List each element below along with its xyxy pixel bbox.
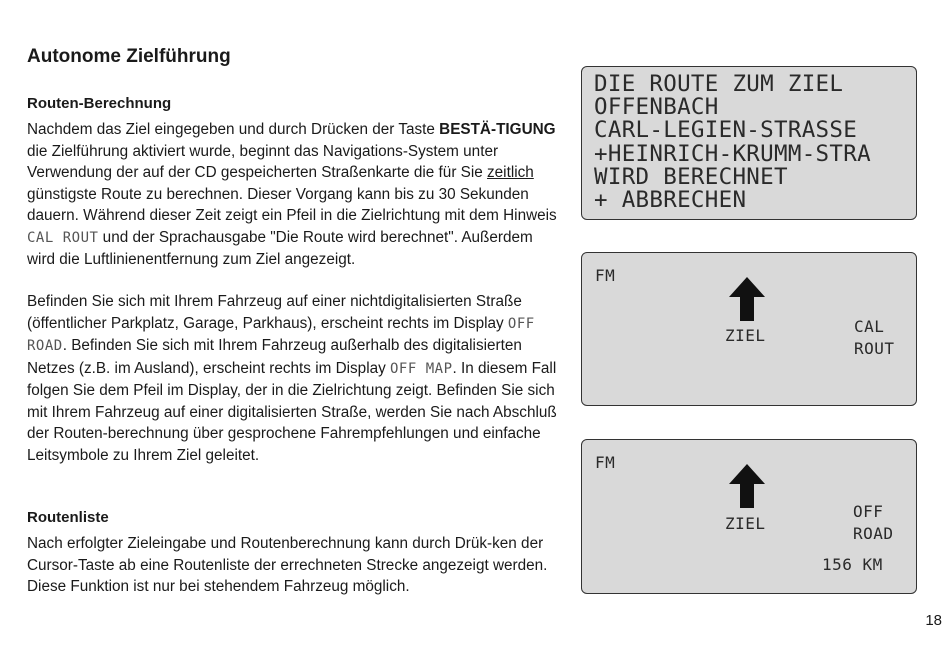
text-run: und der Sprachausgabe "Die Route wird berechnet". Außerdem wird die Luftlinienentfernung zum Ziel angezeigt. <box>27 228 533 268</box>
paragraph-routen-berechnung-1 <box>27 119 562 271</box>
lcd-line: +HEINRICH-KRUMM-STRA <box>594 140 871 167</box>
lcd-inline-text: OFF MAP <box>390 360 453 377</box>
text-run: Nachdem das Ziel eingegeben und durch Drücken der Taste <box>27 121 440 138</box>
lcd-status-line: CAL <box>854 317 885 336</box>
lcd-line: DIE ROUTE ZUM ZIEL <box>594 71 844 97</box>
underlined-word: zeitlich <box>487 164 534 181</box>
lcd-display-off-road <box>581 439 917 594</box>
paragraph-routenliste: Nach erfolgter Zieleingabe und Routenberechnung kann durch Drük-ken der Cursor-Taste ab eine Routenliste der errechneten Strecke angezeigt werden. Diese Funktion ist nur bei stehendem Fahrzeug möglich. <box>27 535 548 595</box>
text-run: . In diesem Fall folgen Sie dem Pfeil im Display, der in die Zielrichtung zeigt. Befinden Sie sich mit Ihrem Fahrzeug auf einer digitalisierten Straße, werden Sie nach Abschluß der Routen-berechnung über gesprochene Fahrempfehlungen und einfache Leitsymbole zu Ihrem Ziel geleitet. <box>27 359 557 464</box>
lcd-mode: FM <box>595 453 616 472</box>
lcd-status-line: ROAD <box>853 524 894 543</box>
lcd-distance: 156 KM <box>822 555 883 574</box>
lcd-line: CARL-LEGIEN-STRASSE <box>594 117 858 144</box>
lcd-status-line: OFF <box>853 502 884 521</box>
lcd-target: ZIEL <box>725 514 766 533</box>
arrow-up-icon <box>729 277 765 321</box>
page-number: 18 <box>925 612 942 629</box>
text-run: die Zielführung aktiviert wurde, beginnt das Navigations-System unter Verwendung der auf der CD gespeicherten Straßenkarte die für Sie <box>27 142 499 181</box>
lcd-mode: FM <box>595 266 616 285</box>
lcd-line: OFFENBACH <box>594 94 719 121</box>
text-run: Befinden Sie sich mit Ihrem Fahrzeug auf einer nichtdigitalisierten Straße (öffentlicher Parkplatz, Garage, Parkhaus), erscheint rechts im Display <box>27 293 522 332</box>
text-run: günstigste Route zu berechnen. Dieser Vorgang kann bis zu 30 Sekunden dauern. Während dieser Zeit zeigt ein Pfeil in die Zielrichtung mit dem Hinweis <box>27 185 557 224</box>
page-title: Autonome Zielführung <box>27 46 231 67</box>
text-run: . Befinden Sie sich mit Ihrem Fahrzeug außerhalb des digitalisierten Netzes (z.B. im Ausland), erscheint rechts im Display <box>27 337 522 377</box>
lcd-target: ZIEL <box>725 326 766 345</box>
button-name-bold: BESTÄ-TIGUNG <box>439 121 556 138</box>
lcd-inline-text: OFF ROAD <box>27 315 535 354</box>
lcd-inline-text: CAL ROUT <box>27 229 99 246</box>
section-heading-routen-berechnung: Routen-Berechnung <box>27 95 172 112</box>
lcd-status-line: ROUT <box>854 339 895 358</box>
section-heading-routenliste: Routenliste <box>27 509 109 526</box>
lcd-display-cal-rout <box>581 252 917 406</box>
lcd-line: + ABBRECHEN <box>594 187 747 214</box>
paragraph-routen-berechnung-2 <box>27 291 562 466</box>
lcd-line: WIRD BERECHNET <box>594 163 788 190</box>
arrow-up-icon <box>729 464 765 508</box>
lcd-display-route-calculation <box>581 66 917 220</box>
